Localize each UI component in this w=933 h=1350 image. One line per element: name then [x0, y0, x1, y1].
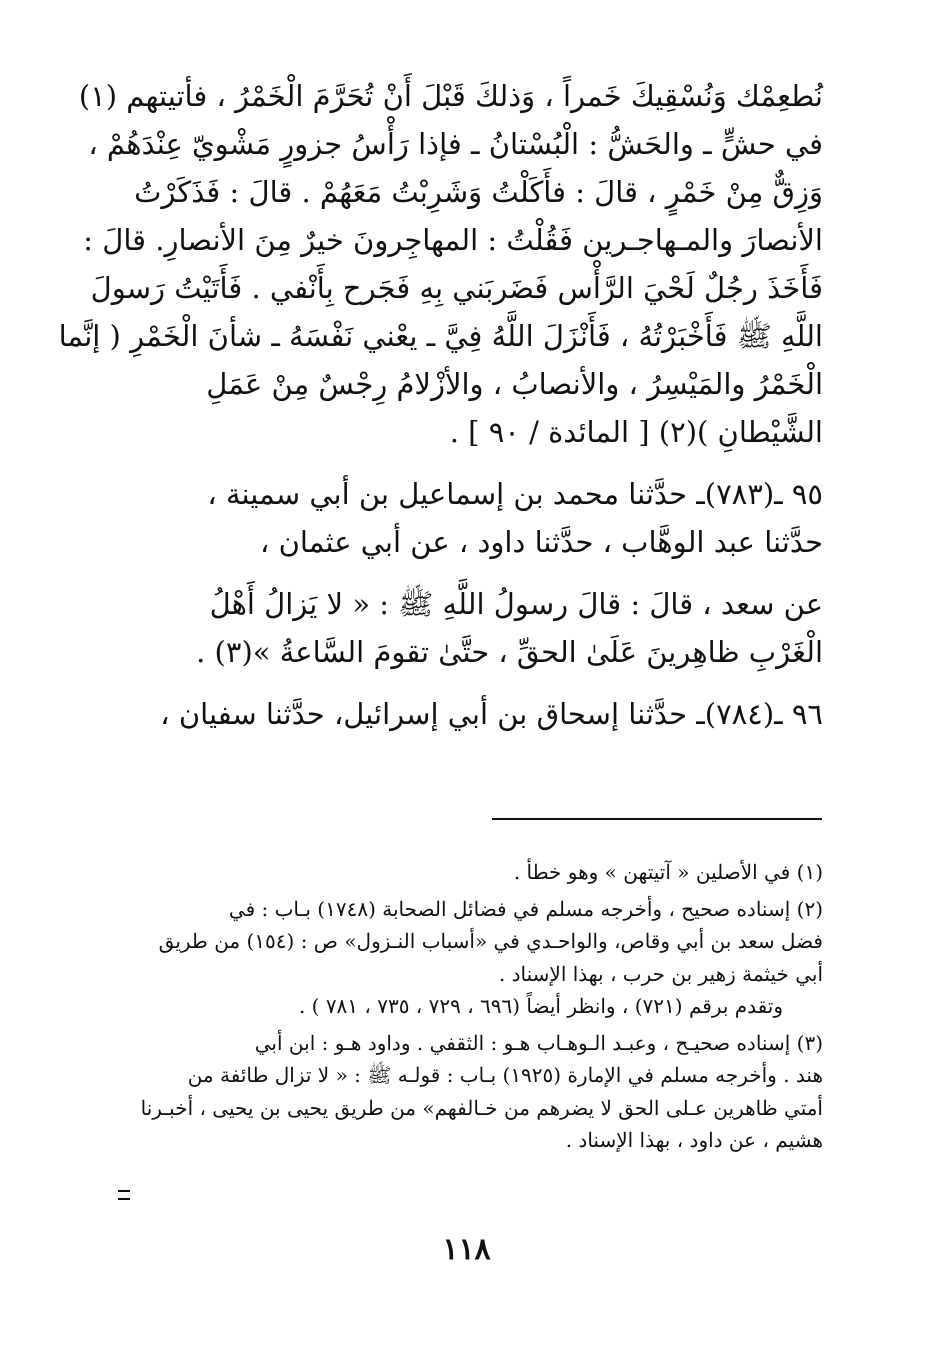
footnote-3 [118, 1027, 823, 1157]
main-text [58, 72, 823, 738]
saad-line-1: عن سعد ، قالَ : قالَ رسولُ اللَّهِ ﷺ : « لا يَزالُ أَهْلُ [209, 587, 823, 621]
hadith-95-line-2: حدَّثنا عبد الوهَّاب ، حدَّثنا داود ، عن أبي عثمان ، [260, 525, 823, 559]
footnote-2-line: (٢) إسناده صحيح ، وأخرجه مسلم في فضائل الصحابة (١٧٤٨) بـاب : في [228, 896, 823, 921]
footnote-2-line: أبي خيثمة زهير بن حرب ، بهذا الإسناد . [498, 961, 823, 986]
hadith-96 [118, 690, 823, 738]
body-line: الأنصارَ والمـهاجـرين فَقُلْتُ : المهاجِرونَ خيرٌ مِنَ الأنصارِ. قالَ : [83, 223, 823, 257]
footnote-3-line: هشيم ، عن داود ، بهذا الإسناد . [565, 1128, 823, 1152]
saad-narration [118, 580, 823, 676]
body-line: نُطعِمْك وَنُسْقِيكَ خَمراً ، وَذلكَ قَبْلَ أَنْ تُحَرَّمَ الْخَمْرُ ، فأتيتهم (١) [78, 79, 823, 113]
hadith-95-line-1: ٩٥ ـ(٧٨٣)ـ حدَّثنا محمد بن إسماعيل بن أبي سمينة ، [207, 477, 823, 511]
continuation-mark [118, 1190, 130, 1200]
footnote-2 [118, 893, 823, 1023]
footnote-2-extra: وتقدم برقم (٧٢١) ، وانظر أيضاً (٦٩٦ ، ٧٢٩ ، ٧٣٥ ، ٧٨١ ) . [298, 994, 783, 1018]
body-line: فَأَخَذَ رجُلٌ لَحْيَ الرَّأْس فَضَربَني بِهِ فَجَرح بِأَنْفي . فَأَتَيْتُ رَسولَ [90, 271, 823, 305]
footnote-2-line: فضل سعد بن أبي وقاص، والواحـدي في «أسباب النـزول» ص : (١٥٤) من طريق [158, 929, 823, 953]
footnote-separator [492, 818, 822, 820]
footnotes [118, 856, 823, 1157]
footnote-3-line: أمتي ظاهرين عـلى الحق لا يضرهم من خـالفهم» من طريق يحيى بن يحيى ، أخبـرنا [140, 1095, 823, 1120]
body-line: في حشٍّ ـ والحَشُّ : الْبُسْتانُ ـ فإذا رَأْسُ جزورٍ مَشْويّ عِنْدَهُمْ ، [88, 127, 823, 161]
footnote-3-line: هند . وأخرجه مسلم في الإمارة (١٩٢٥) بـاب : قولـه ﷺ : « لا تزال طائفة من [187, 1063, 823, 1087]
hadith-95 [118, 470, 823, 566]
hadith-96-line-1: ٩٦ ـ(٧٨٤)ـ حدَّثنا إسحاق بن أبي إسرائيل، حدَّثنا سفيان ، [160, 697, 823, 731]
footnote-3-line: (٣) إسناده صحيـح ، وعبـد الـوهـاب هـو : الثقفي . وداود هـو : ابن أبي [254, 1030, 823, 1055]
body-line: وَزِقٌّ مِنْ خَمْرٍ ، قالَ : فأَكَلْتُ وَشَرِبْتُ مَعَهُمْ . قالَ : فَذَكَرْتُ [134, 175, 823, 209]
page-number: ١١٨ [442, 1232, 491, 1267]
body-line: اللَّهِ ﷺ فَأَخْبَرْتُهُ ، فَأَنْزَلَ اللَّهُ فِيَّ ـ يعْني نَفْسَهُ ـ شأنَ الْخَمْرِ ( إنَّما [58, 319, 823, 353]
footnote-1: (١) في الأصلين « آتيتهن » وهو خطأ . [513, 860, 823, 884]
saad-line-2: الْغَرْبِ ظاهِرينَ عَلَىٰ الحقِّ ، حتَّىٰ تقومَ السَّاعةُ »(٣) . [196, 635, 823, 669]
body-line: الشَّيْطانِ )(٢) [ المائدة / ٩٠ ] . [449, 415, 823, 449]
body-line: الْخَمْرُ والمَيْسِرُ ، والأنصابُ ، والأزْلامُ رِجْسٌ مِنْ عَمَلِ [206, 367, 823, 401]
